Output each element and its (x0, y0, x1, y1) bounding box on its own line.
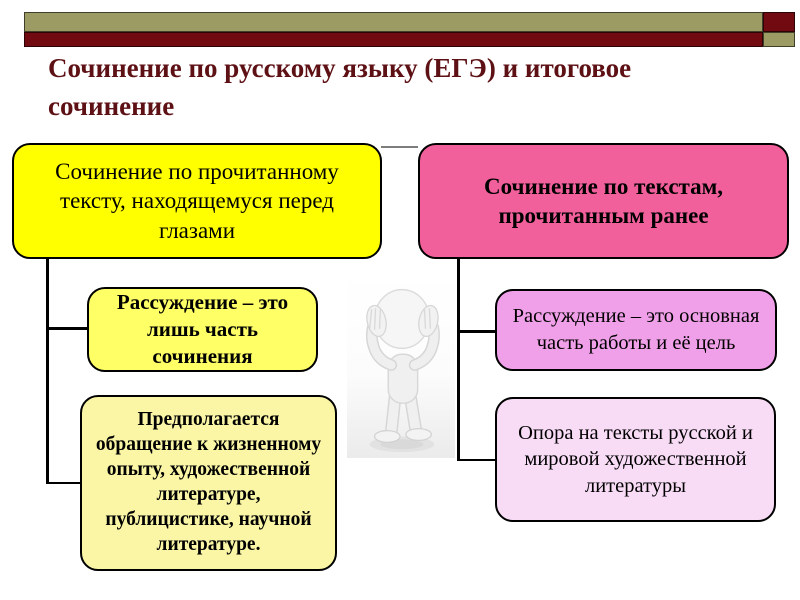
slide-title (48, 50, 758, 126)
box-right-root-label: Сочинение по текстам, прочитанным ранее (483, 173, 724, 228)
header-bar-corner-square-maroon (763, 12, 795, 32)
header-bar-corner-square-olive (763, 32, 795, 47)
box-right-child1 (495, 289, 777, 371)
connector-right-vertical (457, 258, 460, 461)
box-right-root (418, 143, 789, 259)
box-left-child1-label: Рассуждение – это лишь часть сочинения (116, 290, 289, 368)
box-right-child1-label: Рассуждение – это основная часть работы и её цель (512, 305, 760, 354)
box-left-child2-label: Предполагается обращение к жизненному опыту, художественной литературе, публицистике, научной литературе. (95, 409, 322, 555)
box-left-root (12, 143, 382, 259)
box-right-child2 (495, 397, 776, 522)
connector-left-vertical (46, 258, 49, 484)
header-bar-olive (24, 12, 763, 32)
connector-right-branch1 (457, 330, 495, 333)
connector-right-branch2 (457, 459, 495, 462)
person-figure-icon (347, 272, 455, 458)
box-left-child2 (80, 395, 337, 571)
person-holding-head-illustration (347, 272, 455, 458)
box-right-child2-label: Опора на тексты русской и мировой художественной литературы (518, 421, 753, 497)
connector-left-branch1 (46, 327, 87, 330)
box-left-root-label: Сочинение по прочитанному тексту, находящемуся перед глазами (55, 159, 339, 243)
connector-root-link (381, 146, 418, 148)
slide-title-line2: сочинение (48, 90, 175, 121)
header-bar-maroon (24, 32, 763, 47)
slide-title-line1: Сочинение по русскому языку (ЕГЭ) и итоговое (48, 53, 632, 83)
connector-left-branch2 (46, 482, 80, 485)
box-left-child1 (87, 287, 318, 372)
